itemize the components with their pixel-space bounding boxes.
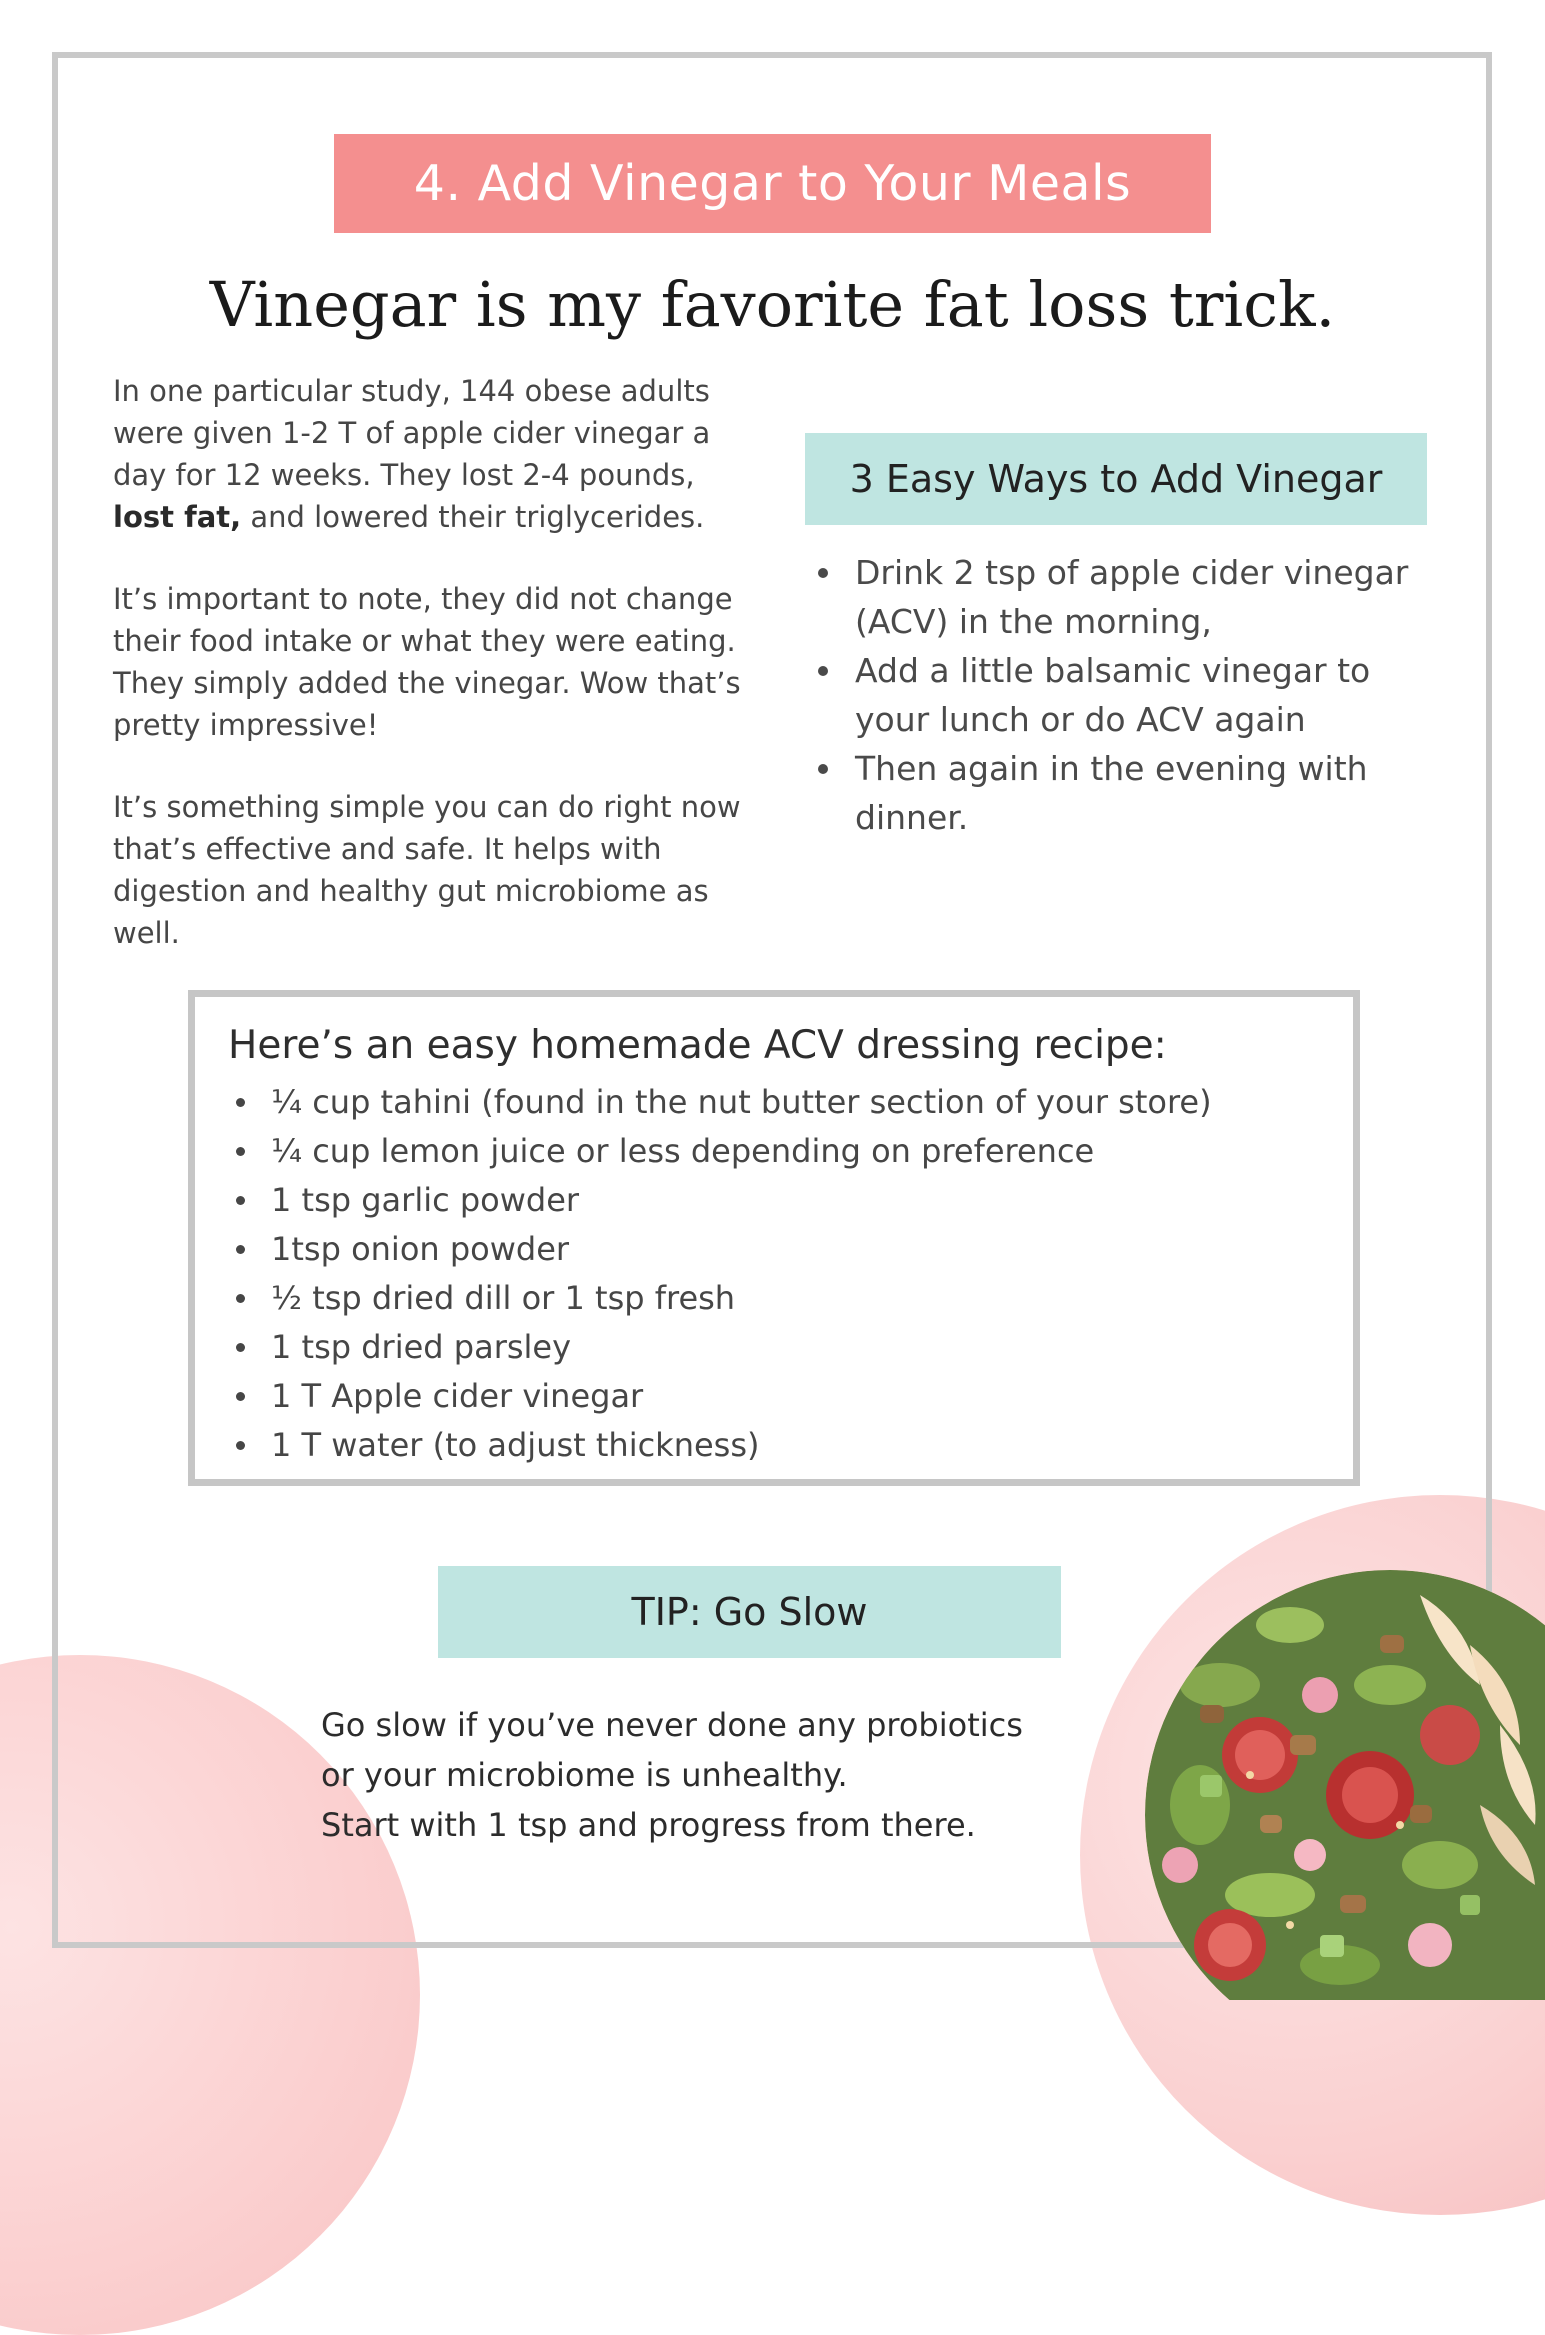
intro-paragraph-2: It’s important to note, they did not change their food intake or what they were eating. They simply added the vinegar. Wow that’s pretty impressive! <box>113 582 741 742</box>
ways-banner <box>805 433 1427 525</box>
ways-title: 3 Easy Ways to Add Vinegar <box>849 457 1383 501</box>
ways-item: Drink 2 tsp of apple cider vinegar (ACV) in the morning, <box>812 548 1432 646</box>
tip-line: Go slow if you’ve never done any probiotics <box>321 1706 1023 1744</box>
recipe-item: ½ tsp dried dill or 1 tsp fresh <box>228 1274 1212 1323</box>
intro-text <box>113 370 753 994</box>
section-title-banner <box>334 134 1211 233</box>
intro-paragraph-3: It’s something simple you can do right now that’s effective and safe. It helps with digestion and healthy gut microbiome as well. <box>113 790 741 950</box>
salad-bowl-image <box>1140 1565 1545 2000</box>
recipe-item: ¼ cup lemon juice or less depending on preference <box>228 1127 1212 1176</box>
ways-item: Then again in the evening with dinner. <box>812 744 1432 842</box>
page-headline: Vinegar is my favorite fat loss trick. <box>209 268 1336 341</box>
ways-list <box>812 548 1432 842</box>
intro-paragraph-1 <box>113 370 753 538</box>
recipe-item: 1 T Apple cider vinegar <box>228 1372 1212 1421</box>
intro-p1-after: and lowered their triglycerides. <box>250 500 705 534</box>
recipe-item: ¼ cup tahini (found in the nut butter section of your store) <box>228 1078 1212 1127</box>
tip-text <box>321 1700 1101 1850</box>
recipe-item: 1tsp onion powder <box>228 1225 1212 1274</box>
recipe-box <box>188 990 1360 1486</box>
tip-line: or your microbiome is unhealthy. <box>321 1756 848 1794</box>
tip-title: TIP: Go Slow <box>631 1590 868 1634</box>
recipe-title: Here’s an easy homemade ACV dressing recipe: <box>228 1023 1167 1068</box>
tip-line: Start with 1 tsp and progress from there. <box>321 1806 976 1844</box>
recipe-item: 1 tsp garlic powder <box>228 1176 1212 1225</box>
recipe-list <box>228 1078 1212 1470</box>
ways-item: Add a little balsamic vinegar to your lunch or do ACV again <box>812 646 1432 744</box>
recipe-item: 1 tsp dried parsley <box>228 1323 1212 1372</box>
section-title: 4. Add Vinegar to Your Meals <box>413 155 1132 212</box>
intro-p1-before: In one particular study, 144 obese adults were given 1-2 T of apple cider vinegar a day for 12 weeks. They lost 2-4 pounds, <box>113 374 711 492</box>
intro-p1-bold: lost fat, <box>113 500 242 534</box>
tip-banner <box>438 1566 1061 1658</box>
recipe-item: 1 T water (to adjust thickness) <box>228 1421 1212 1470</box>
